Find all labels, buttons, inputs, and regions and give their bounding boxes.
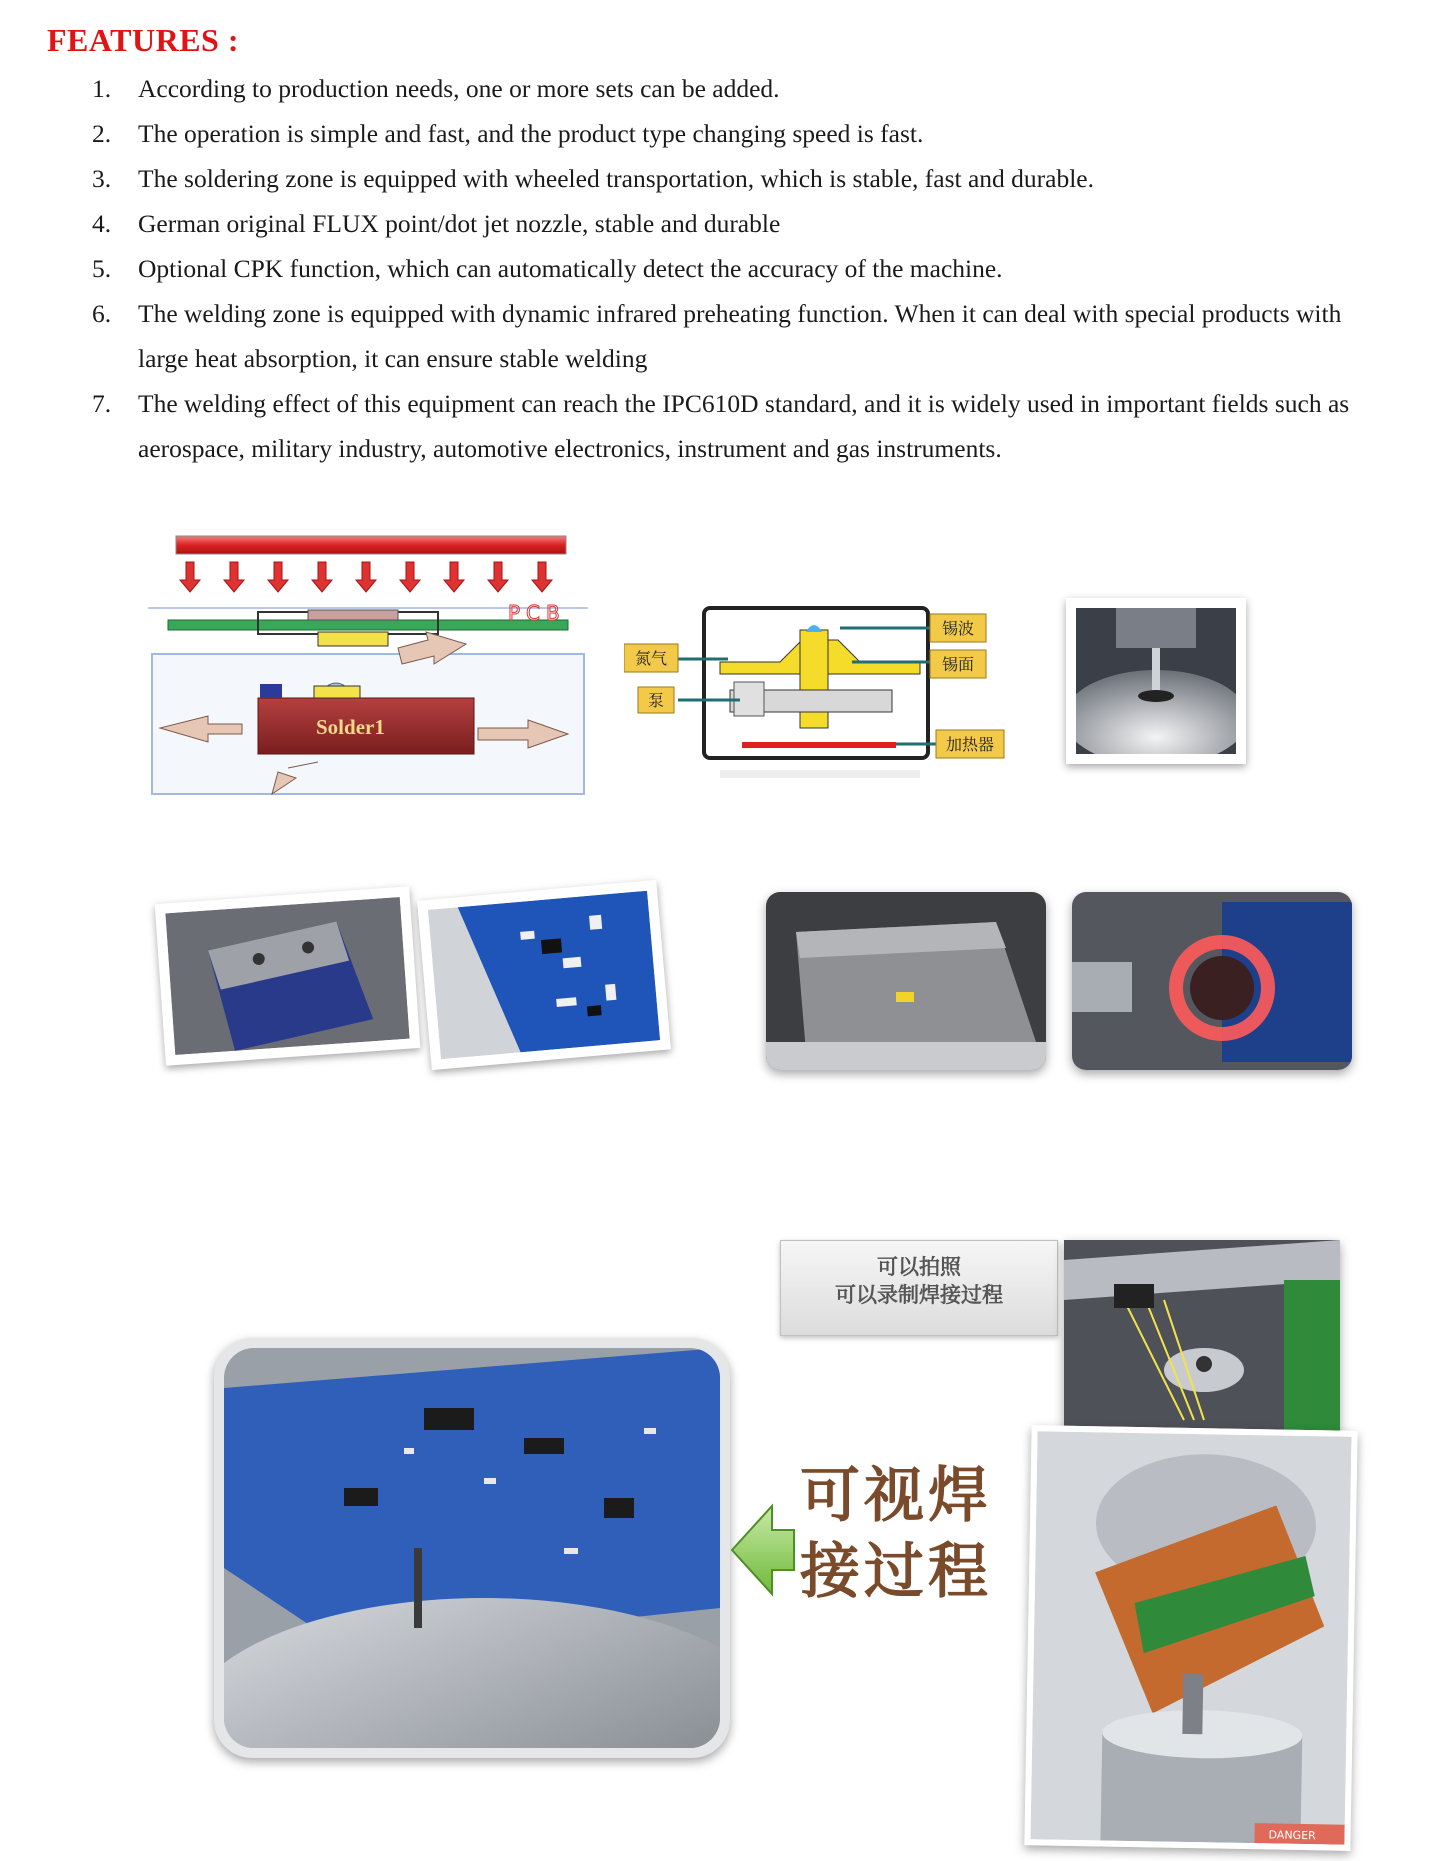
feature-item [92,156,1392,201]
infrared-ring-photo [1072,892,1352,1070]
feature-number: 2. [92,119,112,148]
feature-item [92,246,1392,291]
fixture-photo-frame [155,886,421,1065]
feature-number: 6. [92,299,112,328]
camera-nozzle-photo [1024,1425,1357,1851]
feature-text: The welding effect of this equipment can reach the IPC610D standard, and it is widely used in important fields such as aerospace, military industry, automotive electronics, instrument and gas instruments. [138,389,1350,463]
feature-item [92,111,1392,156]
soldering-closeup-photo [224,1348,720,1748]
feature-number: 1. [92,74,112,103]
feature-number: 3. [92,164,112,193]
ir-heater-bar [176,536,566,554]
heater-label: 加热器 [945,735,995,754]
camera-caption-line1: 可以拍照 [877,1255,961,1279]
feature-item [92,201,1392,246]
pcb-photo [428,891,660,1060]
wave-label: 锡波 [941,619,975,638]
solder-label: Solder1 [316,715,385,739]
feature-item [92,66,1392,111]
fixture-photo [165,897,409,1055]
feature-text: Optional CPK function, which can automatically detect the accuracy of the machine. [138,254,1003,283]
feature-item [92,381,1392,471]
visible-welding-title [800,1458,1000,1610]
soldering-closeup-frame [214,1338,730,1758]
camera-setup-photo [1064,1240,1340,1444]
heater-element [742,742,896,748]
feature-number: 7. [92,389,112,418]
nozzle-photo [1076,608,1236,754]
visible-welding-line2: 接过程 [800,1537,992,1607]
heat-arrows [180,562,552,592]
feature-text: The welding zone is equipped with dynamic infrared preheating function. When it can deal with special products with large heat absorption, it can ensure stable welding [138,299,1342,373]
arrow-left-icon [728,1500,796,1600]
preheat-plate-photo [766,892,1046,1070]
feature-text: According to production needs, one or more sets can be added. [138,74,780,103]
feature-number: 4. [92,209,112,238]
feature-text: German original FLUX point/dot jet nozzle, stable and durable [138,209,781,238]
preheat-solder-diagram [148,528,588,800]
camera-caption-box [780,1240,1058,1336]
features-list [92,66,1392,471]
wave-nozzle-diagram [624,604,1034,802]
visible-welding-line1: 可视焊 [800,1461,992,1531]
pump-label: 泵 [647,691,665,710]
surface-label: 锡面 [941,655,975,674]
nitrogen-label: 氮气 [634,649,668,668]
pcb-label: PCB [508,601,566,625]
feature-text: The operation is simple and fast, and the product type changing speed is fast. [138,119,924,148]
feature-number: 5. [92,254,112,283]
feature-item [92,291,1392,381]
feature-text: The soldering zone is equipped with wheeled transportation, which is stable, fast and durable. [138,164,1094,193]
nozzle-photo-frame [1066,598,1246,764]
features-heading: FEATURES : [47,22,239,58]
pcb-photo-frame [417,880,671,1070]
camera-caption-line2: 可以录制焊接过程 [835,1283,1003,1307]
danger-label: DANGER [1268,1828,1316,1843]
